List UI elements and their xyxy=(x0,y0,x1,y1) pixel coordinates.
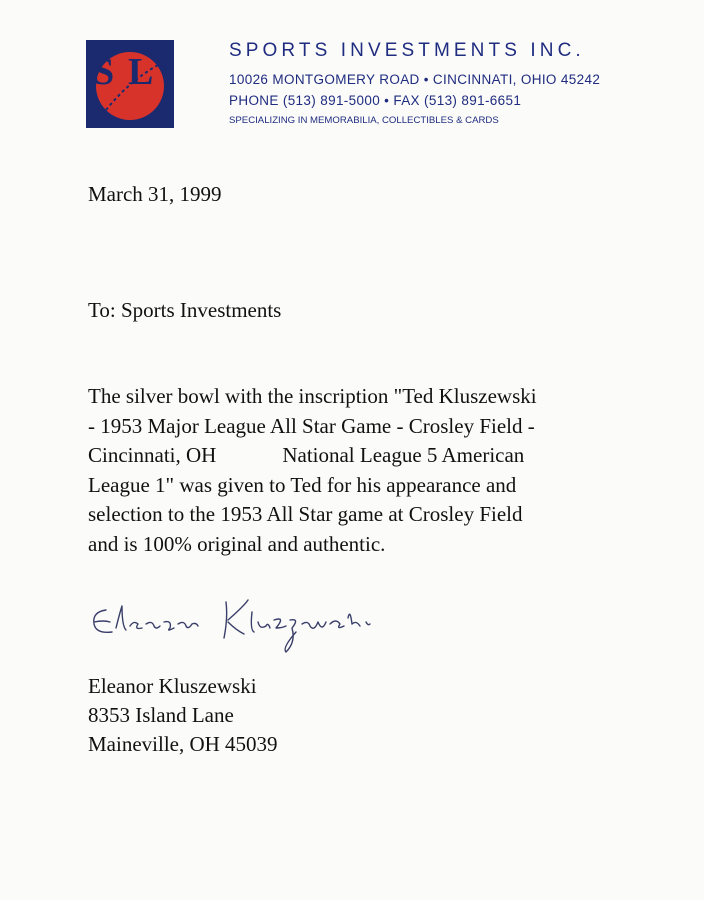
letter-body xyxy=(88,382,628,559)
si-logo-icon xyxy=(86,40,174,128)
handwritten-signature xyxy=(86,582,396,667)
letter-date: March 31, 1999 xyxy=(88,182,222,206)
svg-text:S: S xyxy=(93,51,115,93)
svg-text:L: L xyxy=(128,51,154,93)
sender-block xyxy=(88,672,278,759)
body-line: - 1953 Major League All Star Game - Crosley Field - xyxy=(88,413,535,438)
company-tagline: SPECIALIZING IN MEMORABILIA, COLLECTIBLES & CARDS xyxy=(229,115,499,126)
company-address: 10026 MONTGOMERY ROAD • CINCINNATI, OHIO 45242 xyxy=(229,72,601,87)
body-line-part: National League 5 American xyxy=(282,443,525,467)
company-phone: PHONE (513) 891-5000 • FAX (513) 891-6651 xyxy=(229,93,522,108)
body-line xyxy=(88,441,628,471)
body-line-part: Cincinnati, OH xyxy=(88,443,217,467)
body-line: and is 100% original and authentic. xyxy=(88,531,386,556)
body-line: selection to the 1953 All Star game at Crosley Field xyxy=(88,502,523,526)
letter-recipient: To: Sports Investments xyxy=(88,298,282,322)
sender-street: 8353 Island Lane xyxy=(88,703,234,727)
body-line: The silver bowl with the inscription "Ted Kluszewski xyxy=(88,384,537,408)
company-logo xyxy=(86,40,174,128)
sender-city: Maineville, OH 45039 xyxy=(88,732,278,756)
sender-name: Eleanor Kluszewski xyxy=(88,674,257,698)
body-line: League 1" was given to Ted for his appearance and xyxy=(88,472,517,497)
company-name: SPORTS INVESTMENTS INC. xyxy=(229,40,585,61)
